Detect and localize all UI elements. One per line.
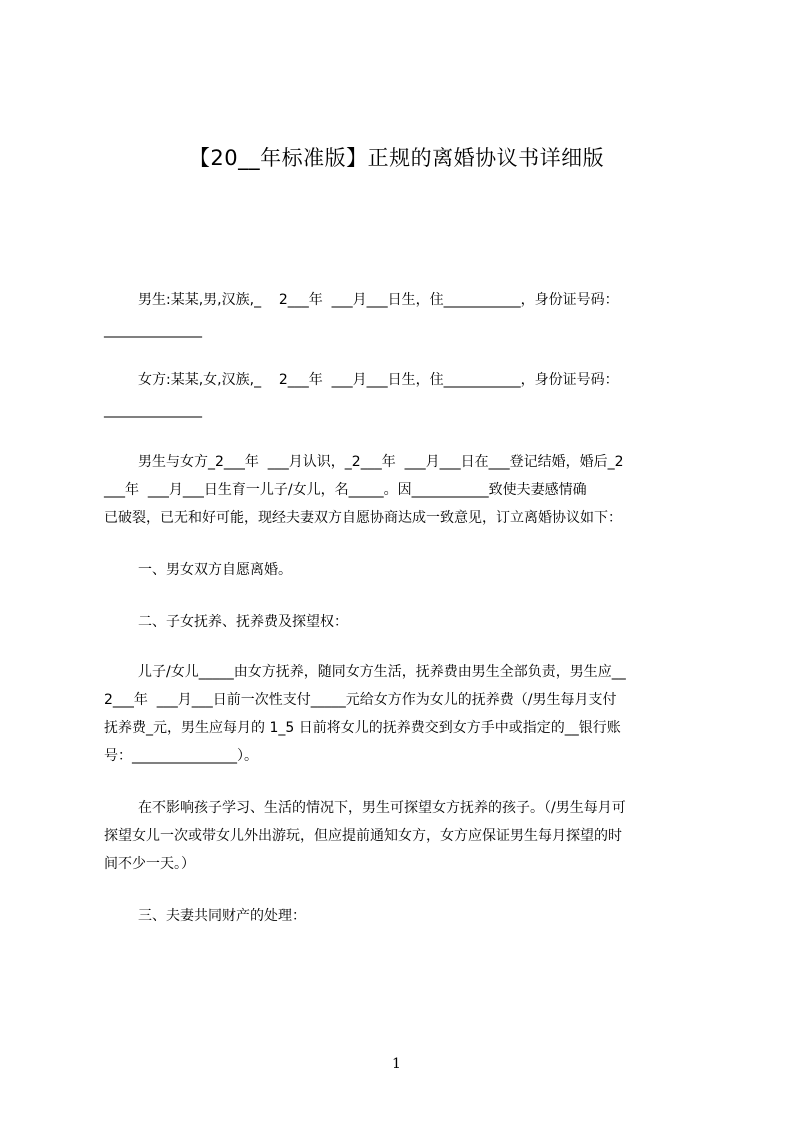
visit-line-2: 探望女儿一次或带女儿外出游玩，但应提前通知女方，女方应保证男生每月探望的时 <box>104 828 622 844</box>
intro-line-1: 男生与女方_2___年 ___月认识，_2___年 ___月___日在___登记结婚，婚后_2 <box>138 454 624 470</box>
section-1-heading: 一、男女双方自愿离婚。 <box>138 562 292 578</box>
section-3-heading: 三、夫妻共同财产的处理： <box>138 908 306 924</box>
document-title: 【20__年标准版】正规的离婚协议书详细版 <box>188 146 605 170</box>
section-2-heading: 二、子女抚养、抚养费及探望权： <box>138 614 348 630</box>
intro-line-2: ___年 ___月___日生育一儿子/女儿，名_____。因___________致使夫妻感情确 <box>104 482 587 498</box>
male-info-line-2: ______________ <box>104 322 202 338</box>
support-line-4: 号：_______________）。 <box>104 748 258 764</box>
page-number: 1 <box>392 1056 401 1072</box>
support-line-2: 2___年 ___月___日前一次性支付_____元给女方作为女儿的抚养费（/男生每月支付 <box>104 692 617 708</box>
visit-line-3: 间不少一天。） <box>104 856 195 872</box>
visit-line-1: 在不影响孩子学习、生活的情况下，男生可探望女方抚养的孩子。（/男生每月可 <box>138 800 626 816</box>
female-info-line-1: 女方:某某,女,汉族,_ 2___年 ___月___日生，住___________，身份证号码： <box>138 372 619 388</box>
female-info-line-2: ______________ <box>104 402 202 418</box>
support-line-3: 抚养费_元，男生应每月的 1_5 日前将女儿的抚养费交到女方手中或指定的__银行账 <box>104 720 621 736</box>
support-line-1: 儿子/女儿_____由女方抚养，随同女方生活，抚养费由男生全部负责，男生应__ <box>138 664 626 680</box>
intro-line-3: 已破裂，已无和好可能，现经夫妻双方自愿协商达成一致意见，订立离婚协议如下： <box>104 510 622 526</box>
male-info-line-1: 男生:某某,男,汉族,_ 2___年 ___月___日生，住___________，身份证号码： <box>138 292 619 308</box>
